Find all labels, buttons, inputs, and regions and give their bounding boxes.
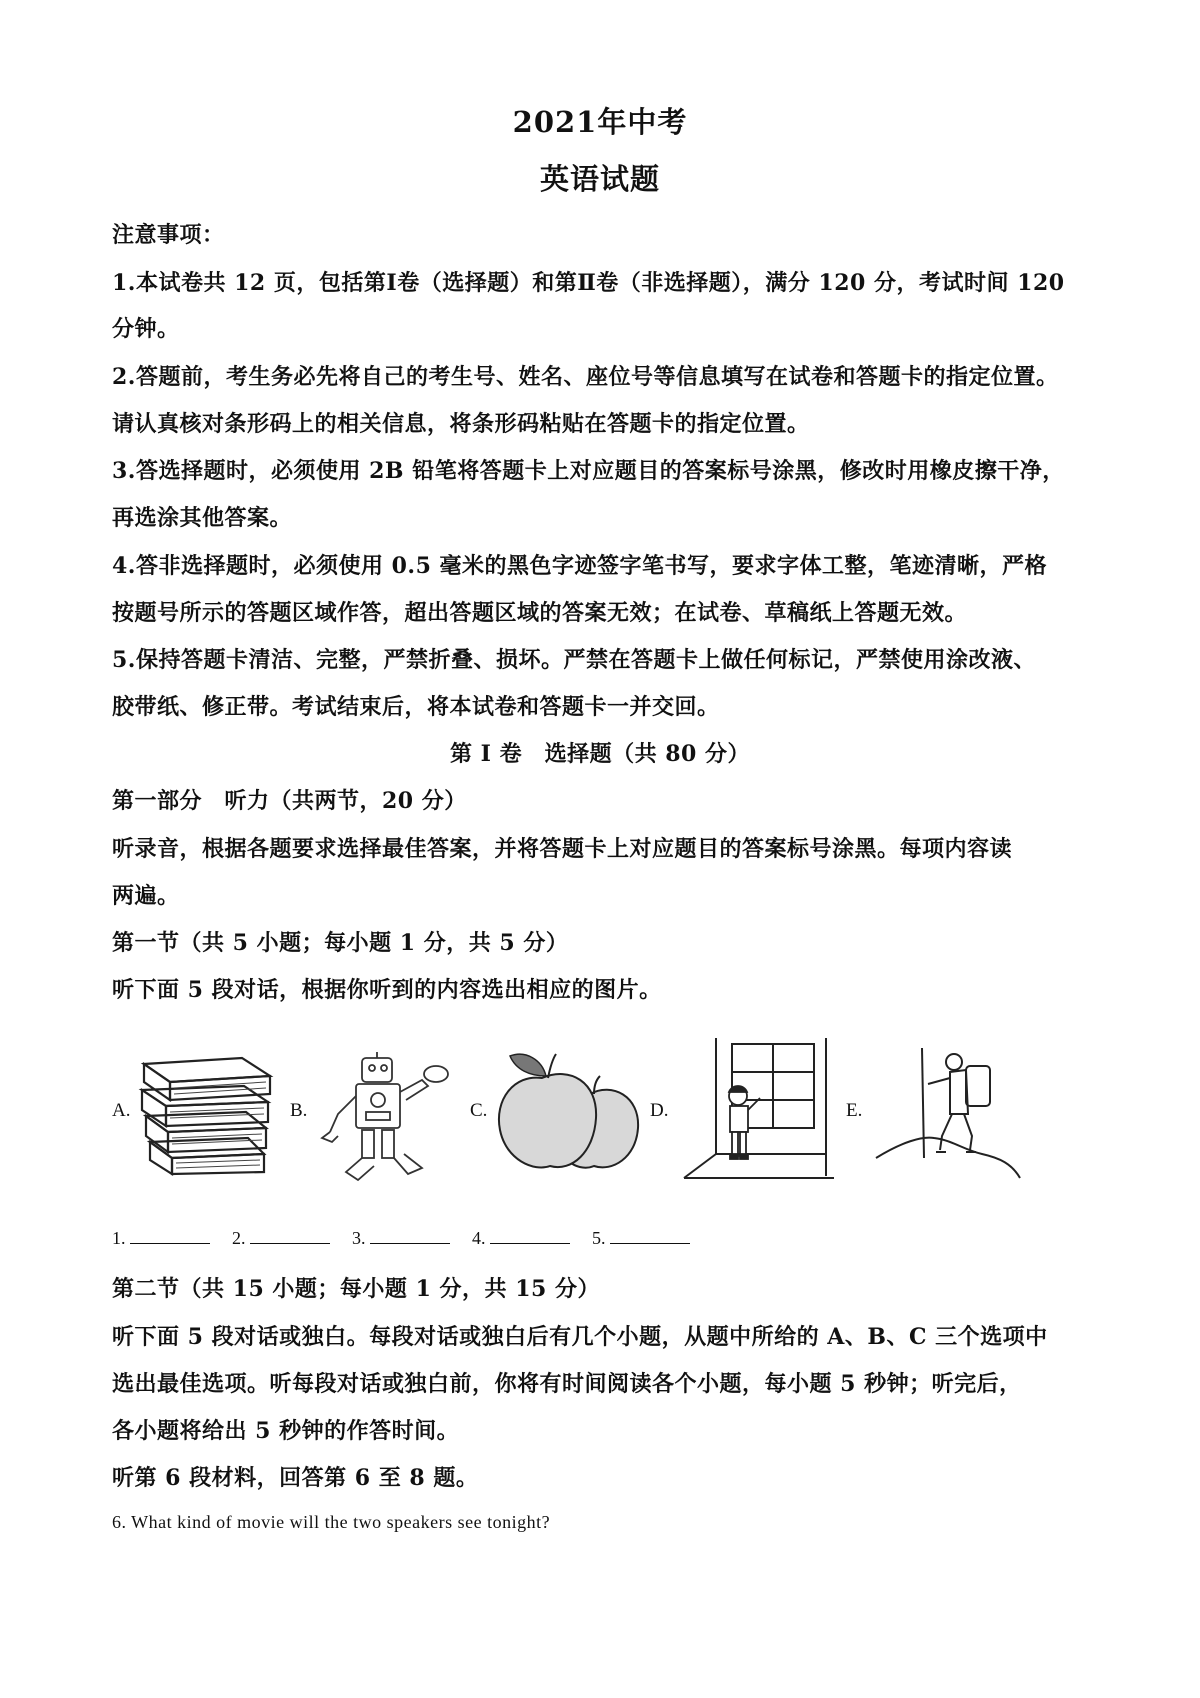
volume-heading: 第 I 卷 选择题（共 80 分） — [449, 741, 751, 767]
section2-heading: 第二节（共 15 小题；每小题 1 分，共 15 分） — [112, 1276, 600, 1302]
section2-instruction: 各小题将给出 5 秒钟的作答时间。 — [112, 1418, 460, 1444]
boy-window-icon — [676, 1036, 836, 1186]
part1-instruction: 听录音，根据各题要求选择最佳答案，并将答题卡上对应题目的答案标号涂黑。每项内容读 — [112, 836, 1013, 862]
robot-icon — [318, 1050, 458, 1192]
note-line: 4.答非选择题时，必须使用 0.5 毫米的黑色字迹签字笔书写，要求字体工整，笔迹清晰，严格 — [112, 553, 1048, 579]
blank-3[interactable]: 3. — [352, 1228, 450, 1249]
option-e-label: E. — [846, 1100, 863, 1121]
section2-instruction: 听下面 5 段对话或独白。每段对话或独白后有几个小题，从题中所给的 A、B、C 三个选项中 — [112, 1324, 1048, 1350]
notes-heading: 注意事项： — [112, 222, 225, 248]
option-d-label: D. — [650, 1100, 669, 1121]
note-line: 再选涂其他答案。 — [112, 505, 293, 531]
section1-instruction: 听下面 5 段对话，根据你听到的内容选出相应的图片。 — [112, 977, 662, 1003]
note-line: 分钟。 — [112, 316, 180, 342]
question-6: 6. What kind of movie will the two speakers see tonight? — [112, 1512, 551, 1532]
note-line: 按题号所示的答题区域作答，超出答题区域的答案无效；在试卷、草稿纸上答题无效。 — [112, 600, 968, 626]
blank-5[interactable]: 5. — [592, 1228, 690, 1249]
blank-1[interactable]: 1. — [112, 1228, 210, 1249]
note-line: 3.答选择题时，必须使用 2B 铅笔将答题卡上对应题目的答案标号涂黑，修改时用橡皮擦干净， — [112, 458, 1065, 484]
section2-instruction: 选出最佳选项。听每段对话或独白前，你将有时间阅读各个小题，每小题 5 秒钟；听完后， — [112, 1371, 1022, 1397]
blank-2[interactable]: 2. — [232, 1228, 330, 1249]
books-icon — [134, 1050, 276, 1178]
note-line: 1.本试卷共 12 页，包括第Ⅰ卷（选择题）和第Ⅱ卷（非选择题），满分 120 分，考试时间 120 — [112, 270, 1065, 296]
apples-icon — [494, 1048, 644, 1176]
hiker-icon — [872, 1040, 1022, 1186]
option-c-label: C. — [470, 1100, 488, 1121]
part1-instruction: 两遍。 — [112, 883, 180, 909]
note-line: 胶带纸、修正带。考试结束后，将本试卷和答题卡一并交回。 — [112, 694, 720, 720]
page-title: 2021年中考 — [512, 105, 688, 139]
answer-blanks — [112, 1228, 708, 1249]
option-a-label: A. — [112, 1100, 131, 1121]
note-line: 5.保持答题卡清洁、完整，严禁折叠、损坏。严禁在答题卡上做任何标记，严禁使用涂改液、 — [112, 647, 1036, 673]
option-b-label: B. — [290, 1100, 308, 1121]
section1-heading: 第一节（共 5 小题；每小题 1 分，共 5 分） — [112, 930, 569, 956]
note-line: 2.答题前，考生务必先将自己的考生号、姓名、座位号等信息填写在试卷和答题卡的指定位置。 — [112, 364, 1059, 390]
material-heading: 听第 6 段材料，回答第 6 至 8 题。 — [112, 1465, 479, 1491]
part1-heading: 第一部分 听力（共两节，20 分） — [112, 788, 467, 814]
blank-4[interactable]: 4. — [472, 1228, 570, 1249]
note-line: 请认真核对条形码上的相关信息，将条形码粘贴在答题卡的指定位置。 — [112, 411, 810, 437]
page-subtitle: 英语试题 — [539, 162, 660, 196]
